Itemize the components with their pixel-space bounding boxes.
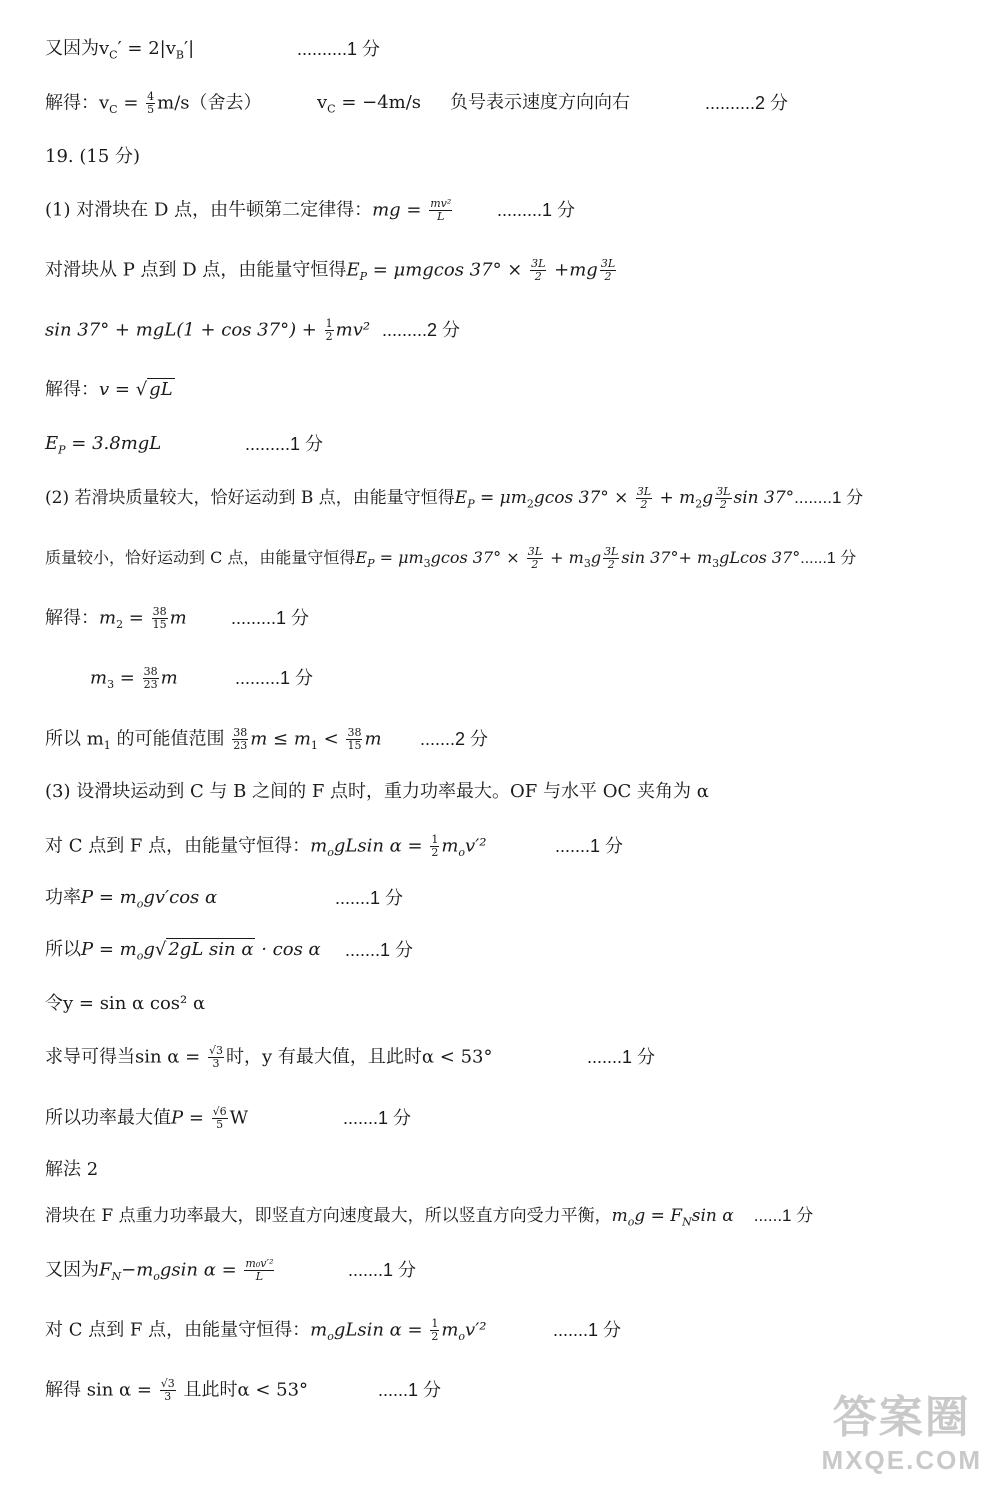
- formula: m ≤ m: [250, 728, 311, 750]
- answer-line: [45, 258, 618, 289]
- text: 又因为v: [45, 38, 110, 59]
- answer-line: [90, 665, 314, 697]
- answer-line: [45, 37, 381, 68]
- answer-line: [45, 1317, 622, 1349]
- denominator: 23: [233, 739, 248, 752]
- fraction: [152, 606, 168, 631]
- formula: gLsin α =: [333, 1319, 429, 1341]
- fraction: [325, 318, 334, 343]
- numerator: 38: [347, 726, 362, 739]
- score: .........2 分: [382, 320, 461, 340]
- formula: g: [143, 939, 155, 960]
- text: 的可能值范围: [110, 728, 231, 750]
- text: =: [123, 607, 150, 629]
- numerator: 3L: [531, 257, 546, 270]
- denominator: 2: [640, 498, 648, 511]
- text: 所以功率最大值: [45, 1107, 171, 1129]
- numerator: 4: [147, 90, 155, 103]
- subscript: 2: [116, 618, 124, 632]
- fraction: [232, 727, 248, 752]
- score: .......1 分: [348, 1260, 417, 1280]
- fraction: [244, 1258, 274, 1283]
- text: (1) 对滑块在 D 点，由牛顿第二定律得：: [45, 199, 373, 221]
- formula: P = m: [81, 939, 137, 960]
- score: .......1 分: [343, 1108, 412, 1128]
- fraction: [527, 546, 543, 571]
- subscript: o: [458, 1330, 466, 1344]
- denominator: 3: [164, 1390, 172, 1403]
- fraction: [429, 198, 452, 223]
- answer-line: [45, 1044, 656, 1070]
- formula: gsin α =: [159, 1259, 243, 1281]
- text: m/s（舍去）: [157, 92, 262, 114]
- subscript: 2: [526, 497, 534, 511]
- denominator: 2: [607, 558, 615, 571]
- radicand: gL: [149, 379, 173, 400]
- score: .........1 分: [235, 668, 314, 688]
- numerator: √3: [160, 1377, 175, 1390]
- numerator: √3: [209, 1044, 224, 1057]
- formula: + m: [654, 488, 696, 508]
- formula: gcos 37° ×: [533, 488, 634, 508]
- text: ′|: [184, 38, 195, 59]
- formula: −m: [121, 1259, 154, 1281]
- numerator: 38: [143, 665, 158, 678]
- subscript: 1: [103, 739, 111, 753]
- subscript: 3: [423, 557, 431, 571]
- text: 求导可得当sin α =: [45, 1046, 206, 1068]
- score: .......1 分: [553, 1320, 622, 1340]
- text: 令y = sin α cos² α: [45, 993, 206, 1014]
- text: (2) 若滑块质量较大，恰好运动到 B 点，由能量守恒得: [45, 488, 455, 508]
- text: = −4m/s: [335, 92, 422, 113]
- text: 滑块在 F 点重力功率最大，即竖直方向速度最大，所以竖直方向受力平衡，: [45, 1206, 612, 1226]
- subscript: C: [109, 103, 118, 117]
- numerator: mv²: [430, 197, 452, 210]
- formula: v′²: [465, 835, 487, 857]
- fraction: [160, 1378, 176, 1403]
- answer-line: [45, 833, 624, 865]
- fraction: [636, 486, 652, 511]
- formula: + m: [545, 548, 584, 567]
- denominator: 3: [212, 1057, 220, 1070]
- fraction: [143, 666, 159, 691]
- watermark-site: MXQE.COM: [821, 1445, 982, 1475]
- formula: g: [590, 548, 602, 567]
- score: ..........2 分: [705, 93, 789, 113]
- fraction: [212, 1106, 228, 1131]
- numerator: 38: [233, 726, 248, 739]
- watermark: [822, 1381, 982, 1476]
- score: ..........1 分: [297, 39, 381, 59]
- answer-line: [45, 992, 205, 1016]
- formula: gLcos 37°: [719, 548, 801, 567]
- fraction: [430, 1318, 439, 1343]
- text: 负号表示速度方向向右: [450, 92, 630, 113]
- formula: m: [364, 728, 382, 750]
- formula: m: [441, 1319, 459, 1341]
- text: 功率: [45, 887, 81, 908]
- numerator: 3L: [716, 485, 731, 498]
- section-heading: [45, 1158, 98, 1182]
- formula: = μm: [474, 488, 527, 508]
- numerator: 3L: [527, 545, 543, 558]
- numerator: m₀v′²: [245, 1257, 274, 1270]
- subscript: C: [327, 102, 336, 116]
- subscript: 2: [695, 497, 703, 511]
- numerator: √6: [212, 1105, 227, 1118]
- text: 解法 2: [45, 1159, 99, 1180]
- subscript: o: [627, 1215, 635, 1229]
- answer-line: 所以$P = m_og√$ 2gL sin α · cos α .......1 分: [45, 939, 414, 963]
- subscript: N: [111, 1270, 122, 1284]
- formula: E: [346, 259, 360, 281]
- formula: sin 37° + mgL(1 + cos 37°) +: [45, 319, 323, 341]
- answer-line: [45, 486, 863, 516]
- formula: gcos 37° ×: [430, 548, 525, 567]
- text: (3) 设滑块运动到 C 与 B 之间的 F 点时，重力功率最大。OF 与水平 OC 夹角为 α: [45, 781, 709, 802]
- formula: P =: [171, 1107, 210, 1129]
- denominator: 2: [719, 498, 727, 511]
- formula: P = m: [81, 887, 137, 908]
- denominator: L: [255, 1270, 264, 1283]
- formula: m: [611, 1206, 628, 1226]
- formula: m: [441, 835, 459, 857]
- fraction: [146, 91, 155, 116]
- text: 所以 m: [45, 728, 104, 750]
- score: .......1 分: [335, 888, 404, 908]
- fraction: [346, 727, 362, 752]
- denominator: 2: [531, 558, 539, 571]
- radicand: 2gL sin α: [168, 939, 254, 960]
- formula: = μmgcos 37° ×: [366, 259, 529, 281]
- score: .........1 分: [245, 434, 324, 454]
- denominator: 2: [325, 330, 333, 343]
- score: ......1 分: [378, 1380, 442, 1400]
- formula: mv²: [335, 319, 371, 341]
- answer-line: [45, 378, 175, 402]
- answer-line: [45, 432, 324, 463]
- denominator: 2: [431, 846, 439, 859]
- fraction: [715, 486, 731, 511]
- formula: = 3.8mgL: [65, 433, 162, 454]
- answer-line: [45, 1105, 412, 1131]
- formula: m: [160, 667, 178, 689]
- formula: E: [355, 548, 368, 567]
- formula: E: [454, 488, 468, 508]
- subscript: 3: [712, 557, 720, 571]
- numerator: 1: [431, 833, 439, 846]
- text: 时，y 有最大值，且此时α < 53°: [226, 1046, 493, 1068]
- numerator: 38: [152, 605, 167, 618]
- subscript: C: [109, 48, 118, 62]
- answer-line: [45, 1204, 813, 1234]
- numerator: 3L: [600, 257, 616, 270]
- text: 对 C 点到 F 点，由能量守恒得：: [45, 1319, 311, 1341]
- score: .......1 分: [345, 940, 414, 960]
- subscript: 3: [107, 678, 115, 692]
- answer-line: [45, 780, 709, 804]
- score: ......1 分: [753, 1206, 814, 1225]
- denominator: 2: [604, 270, 612, 283]
- text: 解得 sin α =: [45, 1379, 158, 1401]
- score: .......1 分: [587, 1047, 656, 1067]
- text: 对 C 点到 F 点，由能量守恒得：: [45, 835, 311, 857]
- subscript: N: [682, 1215, 692, 1229]
- text: 所以: [45, 939, 81, 960]
- formula: sin α: [691, 1206, 734, 1226]
- answer-line: [45, 726, 489, 758]
- text: =: [117, 92, 145, 114]
- denominator: 15: [347, 739, 362, 752]
- answer-line: [45, 546, 856, 576]
- numerator: 1: [325, 317, 333, 330]
- numerator: 3L: [636, 485, 652, 498]
- fraction: [208, 1045, 224, 1070]
- score: .........1 分: [231, 608, 310, 628]
- subscript: P: [467, 497, 475, 511]
- text: =: [114, 667, 141, 689]
- denominator: L: [437, 210, 445, 223]
- watermark-logo-text: 答案圈: [832, 1393, 971, 1442]
- formula: mg =: [372, 199, 428, 221]
- fraction: [603, 546, 619, 571]
- subscript: o: [327, 1330, 334, 1344]
- numerator: 1: [431, 1317, 439, 1330]
- denominator: 2: [534, 270, 542, 283]
- formula: = μm: [374, 548, 424, 567]
- answer-line: [45, 605, 310, 637]
- subscript: 1: [310, 739, 318, 753]
- text: 又因为: [45, 1259, 99, 1281]
- subscript: P: [58, 443, 66, 457]
- formula: · cos α: [255, 939, 321, 960]
- text: 对滑块从 P 点到 D 点，由能量守恒得: [45, 259, 347, 281]
- subscript: o: [327, 846, 334, 860]
- subscript: P: [359, 270, 367, 284]
- fraction: [430, 834, 439, 859]
- formula: F: [99, 1259, 112, 1281]
- subscript: o: [153, 1270, 160, 1284]
- text: 且此时α < 53°: [177, 1379, 309, 1401]
- formula: g: [702, 488, 714, 508]
- subscript: B: [175, 48, 184, 62]
- text: 解得：v: [45, 92, 110, 114]
- numerator: 3L: [604, 545, 619, 558]
- formula: m: [310, 835, 328, 857]
- score: .......2 分: [420, 729, 489, 749]
- answer-line: [45, 317, 461, 343]
- denominator: 2: [431, 1330, 439, 1343]
- answer-line: [45, 886, 404, 917]
- answer-line: [45, 1377, 442, 1403]
- formula: gLsin α =: [333, 835, 429, 857]
- formula: v = √: [99, 379, 148, 400]
- formula: +mg: [548, 259, 598, 281]
- subscript: o: [136, 949, 144, 963]
- formula: m: [90, 667, 108, 689]
- text: ′ = 2|v: [117, 38, 176, 59]
- score: ........1 分: [794, 488, 864, 507]
- text: 解得：: [45, 379, 99, 400]
- score: ......1 分: [800, 550, 857, 567]
- fraction: [530, 258, 546, 283]
- formula: m: [310, 1319, 328, 1341]
- subscript: P: [367, 557, 375, 571]
- formula: gv′cos α: [143, 887, 218, 908]
- denominator: 15: [152, 618, 167, 631]
- denominator: 23: [143, 678, 158, 691]
- formula: E: [45, 433, 59, 454]
- text: 解得：: [45, 607, 99, 629]
- denominator: 5: [216, 1118, 224, 1131]
- text: 质量较小，恰好运动到 C 点，由能量守恒得: [45, 548, 356, 567]
- text: v: [317, 92, 328, 113]
- score: .........1 分: [497, 200, 576, 220]
- answer-line: [45, 197, 576, 223]
- text: W: [229, 1107, 249, 1129]
- question-heading: [45, 145, 140, 169]
- text: 19. (15 分): [45, 146, 141, 167]
- formula: m: [99, 607, 117, 629]
- formula: v′²: [465, 1319, 487, 1341]
- formula: sin 37°+ m: [621, 548, 713, 567]
- formula: m: [169, 607, 187, 629]
- formula: sin 37°: [733, 488, 795, 508]
- fraction: [600, 258, 616, 283]
- denominator: 5: [147, 103, 155, 116]
- score: .......1 分: [555, 836, 624, 856]
- subscript: o: [458, 846, 466, 860]
- subscript: o: [136, 897, 144, 911]
- answer-line: [45, 90, 789, 122]
- formula: g = F: [634, 1206, 683, 1226]
- answer-line: [45, 1257, 417, 1289]
- text: <: [317, 728, 345, 750]
- subscript: 3: [583, 557, 591, 571]
